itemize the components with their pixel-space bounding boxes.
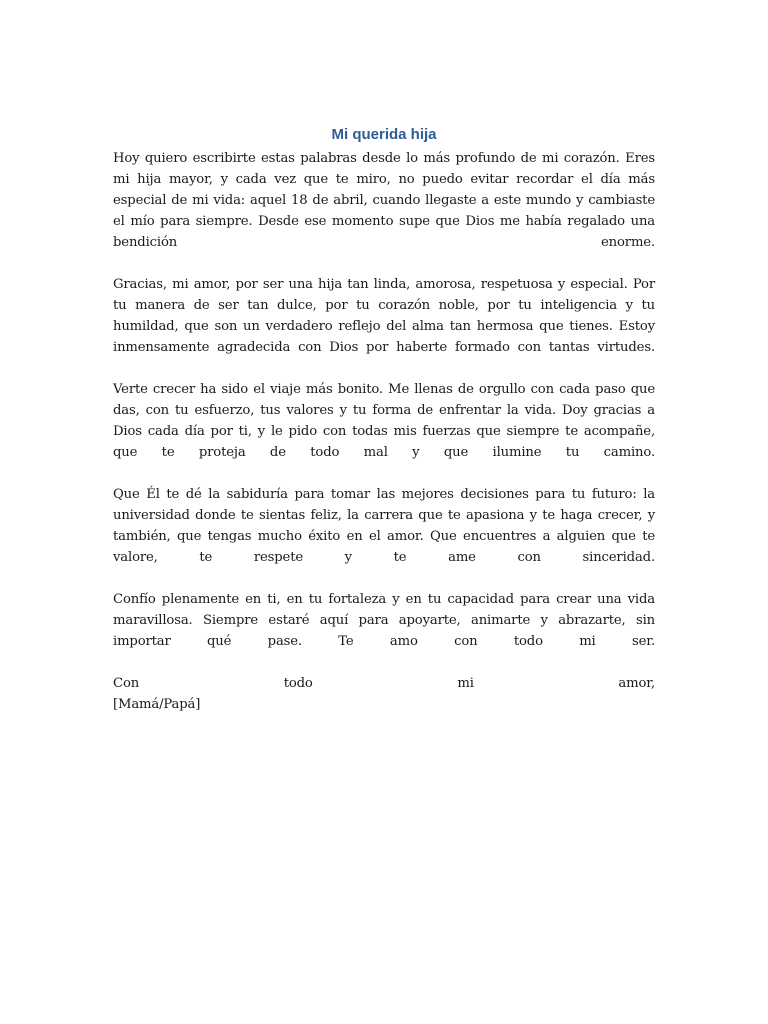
signature: [Mamá/Papá] (113, 697, 201, 712)
closing-line: Con todo mi amor, (113, 676, 655, 691)
document-body (113, 148, 655, 715)
paragraph-wishes: Que Él te dé la sabiduría para tomar las mejores decisiones para tu futuro: la universidad donde te sientas feliz, la carrera que te apasiona y te haga crecer, y también, que tengas mucho éxito en el amor. Que encuentres a alguien que te valore, te respete y te ame con sinceridad. (113, 487, 655, 565)
paragraph-confidence: Confío plenamente en ti, en tu fortaleza y en tu capacidad para crear una vida maravillosa. Siempre estaré aquí para apoyarte, animarte y abrazarte, sin importar qué pase. Te amo con todo mi ser. (113, 592, 655, 649)
paragraph-gratitude: Gracias, mi amor, por ser una hija tan linda, amorosa, respetuosa y especial. Por tu manera de ser tan dulce, por tu corazón noble, por tu inteligencia y tu humildad, que son un verdadero reflejo del alma tan hermosa que tienes. Estoy inmensamente agradecida con Dios por haberte formado con tantas virtudes. (113, 277, 655, 355)
document-title: Mi querida hija (331, 126, 437, 143)
paragraph-growth: Verte crecer ha sido el viaje más bonito. Me llenas de orgullo con cada paso que das, con tu esfuerzo, tus valores y tu forma de enfrentar la vida. Doy gracias a Dios cada día por ti, y le pido con todas mis fuerzas que siempre te acompañe, que te proteja de todo mal y que ilumine tu camino. (113, 382, 655, 460)
paragraph-opening: Hoy quiero escribirte estas palabras desde lo más profundo de mi corazón. Eres mi hija mayor, y cada vez que te miro, no puedo evitar recordar el día más especial de mi vida: aquel 18 de abril, cuando llegaste a este mundo y cambiaste el mío para siempre. Desde ese momento supe que Dios me había regalado una bendición enorme. (113, 151, 655, 250)
